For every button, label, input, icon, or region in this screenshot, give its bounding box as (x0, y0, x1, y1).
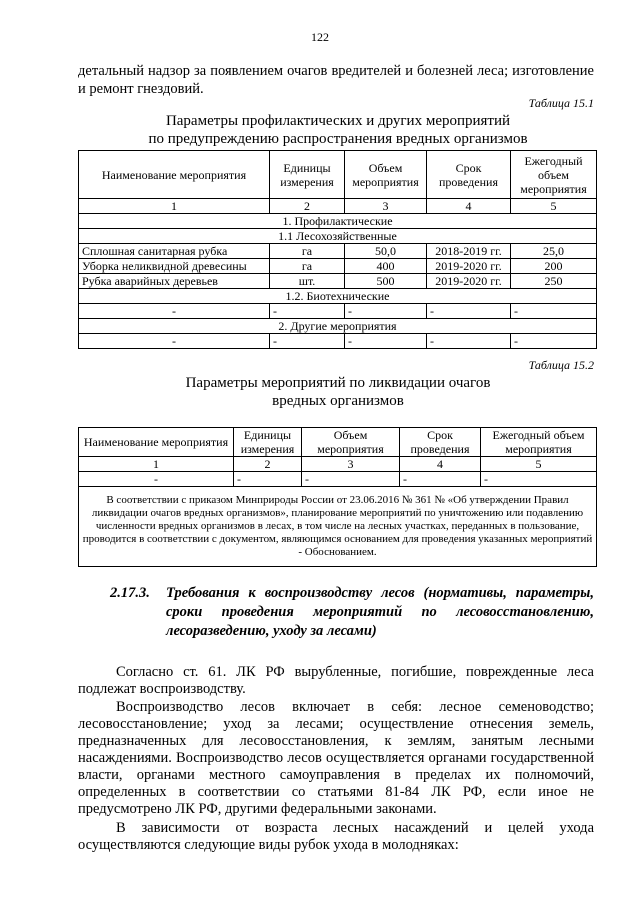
table1-cell: - (345, 334, 427, 349)
table1-cell: Уборка неликвидной древесины (79, 259, 270, 274)
table1-cell: - (345, 304, 427, 319)
table2-cell: - (400, 472, 481, 487)
table1-cell: 50,0 (345, 244, 427, 259)
table2-title-line2: вредных организмов (272, 393, 404, 409)
table2-cell: - (481, 472, 597, 487)
table1-colnum: 5 (511, 199, 597, 214)
table2-colnum: 5 (481, 457, 597, 472)
table1-colnum: 4 (427, 199, 511, 214)
table1-section-other: 2. Другие мероприятия (79, 319, 597, 334)
table-row (79, 304, 597, 319)
table-row (79, 472, 597, 487)
table1-cell: - (511, 334, 597, 349)
table2-colnum: 1 (79, 457, 234, 472)
table1-caption: Таблица 15.1 (528, 96, 594, 110)
table1-cell: - (79, 304, 270, 319)
page-number: 122 (311, 30, 329, 44)
table1-cell: Сплошная санитарная рубка (79, 244, 270, 259)
table1-section-forestry: 1.1 Лесохозяйственные (79, 229, 597, 244)
table1-cell: 200 (511, 259, 597, 274)
table2-note: В соответствии с приказом Минприроды России от 23.06.2016 № 361 № «Об утверждении Правил ликвидации очагов вредных организмов», планирование мероприятий по уничтожению или подавлению численности вредных организмов в лесах, в том числе на лесных участках, переданных в пользование, проводится в соответствии с документом, являющимся основанием для проведения указанных мероприятий - Обоснованием. (79, 487, 597, 567)
table-row (79, 274, 597, 289)
paragraph-1: Согласно ст. 61. ЛК РФ вырубленные, погибшие, поврежденные леса подлежат воспроизводству. (78, 664, 594, 697)
table2-title-line1: Параметры мероприятий по ликвидации очагов (185, 375, 491, 391)
table1-header-volume: Объем мероприятия (345, 151, 427, 199)
table1-colnum: 3 (345, 199, 427, 214)
table1-cell: - (79, 334, 270, 349)
table1-header-row (79, 151, 597, 199)
table1-cell: 25,0 (511, 244, 597, 259)
table1-section-prophylactic: 1. Профилактические (79, 214, 597, 229)
table1-cell: - (270, 334, 345, 349)
table1-cell: шт. (270, 274, 345, 289)
table1-cell: - (427, 304, 511, 319)
section-number: 2.17.3. (110, 585, 150, 601)
table1-header-annual: Ежегодный объем мероприятия (511, 151, 597, 199)
table2-header-row (79, 428, 597, 457)
table1-cell: 250 (511, 274, 597, 289)
table-row (79, 244, 597, 259)
paragraph-2: Воспроизводство лесов включает в себя: лесное семеноводство; лесовосстановление; уход за лесами; осуществление отнесения земель, предназначенных для лесовосстановления, к землям, занятым лесными насаждениями. Воспроизводство лесов осуществляется органами государственной власти, органами местного самоуправления в пределах их полномочий, определенных в соответствии со статьями 81-84 ЛК РФ, если иное не предусмотрено ЛК РФ, другими федеральными законами. (78, 699, 594, 817)
table2-number-row (79, 457, 597, 472)
paragraph-3: В зависимости от возраста лесных насаждений и целей ухода осуществляются следующие виды рубок ухода в молодняках: (78, 820, 594, 853)
table-row (79, 259, 597, 274)
table1-colnum: 1 (79, 199, 270, 214)
table2-header-period: Срок проведения (400, 428, 481, 457)
table1-cell: 500 (345, 274, 427, 289)
table2-header-annual: Ежегодный объем мероприятия (481, 428, 597, 457)
table1-colnum: 2 (270, 199, 345, 214)
table2 (78, 427, 597, 567)
table2-colnum: 2 (234, 457, 302, 472)
table1-cell: 2018-2019 гг. (427, 244, 511, 259)
table1-title-line2: по предупреждению распространения вредных организмов (148, 131, 528, 147)
table1-number-row (79, 199, 597, 214)
table1-section-biotech: 1.2. Биотехнические (79, 289, 597, 304)
table1-cell: - (511, 304, 597, 319)
table2-cell: - (302, 472, 400, 487)
table-row (79, 334, 597, 349)
table1-cell: га (270, 244, 345, 259)
table2-header-volume: Объем мероприятия (302, 428, 400, 457)
table1-cell: 400 (345, 259, 427, 274)
table1-title-line1: Параметры профилактических и других мероприятий (165, 113, 511, 129)
table1-cell: 2019-2020 гг. (427, 274, 511, 289)
table2-header-units: Единицы измерения (234, 428, 302, 457)
table1-cell: га (270, 259, 345, 274)
table2-colnum: 3 (302, 457, 400, 472)
table2-cell: - (234, 472, 302, 487)
table1-header-name: Наименование мероприятия (79, 151, 270, 199)
table1-cell: 2019-2020 гг. (427, 259, 511, 274)
table2-caption: Таблица 15.2 (528, 358, 594, 372)
table2-colnum: 4 (400, 457, 481, 472)
intro-paragraph: детальный надзор за появлением очагов вредителей и болезней леса; изготовление и ремонт гнездовий. (78, 63, 594, 97)
table1 (78, 150, 597, 349)
section-title: Требования к воспроизводству лесов (нормативы, параметры, сроки проведения мероприятий по лесовосстановлению, лесоразведению, уходу за лесами) (166, 585, 594, 639)
table1-cell: Рубка аварийных деревьев (79, 274, 270, 289)
table1-header-units: Единицы измерения (270, 151, 345, 199)
table2-header-name: Наименование мероприятия (79, 428, 234, 457)
table1-cell: - (427, 334, 511, 349)
table1-cell: - (270, 304, 345, 319)
table2-cell: - (79, 472, 234, 487)
section-heading (110, 584, 594, 641)
table1-header-period: Срок проведения (427, 151, 511, 199)
